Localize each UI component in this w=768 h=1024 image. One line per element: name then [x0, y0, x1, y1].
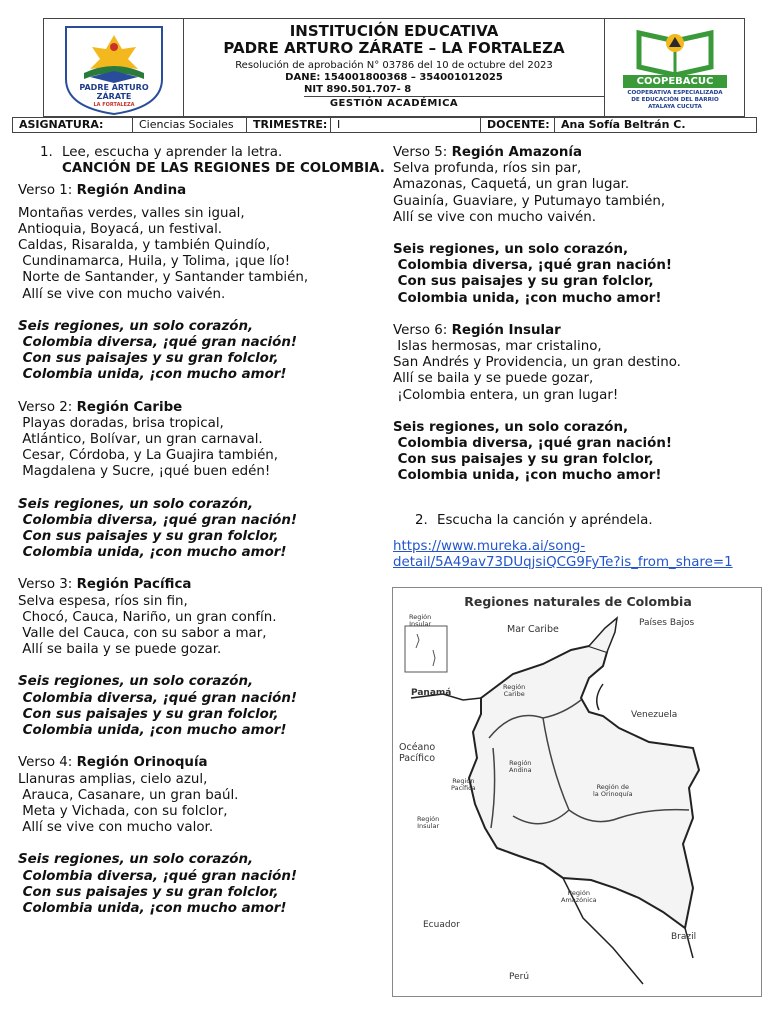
coop-sub-2: DE EDUCACIÓN DEL BARRIO	[631, 97, 719, 103]
song-link-line-2[interactable]: detail/5A49av73DUqjsiQCG9FyTe?is_from_share=1	[393, 555, 733, 571]
verse-3-line: Valle del Cauca, con su sabor a mar,	[18, 626, 267, 642]
instruction-2-text: Escucha la canción y apréndela.	[437, 512, 653, 528]
map-label-peru: Perú	[509, 972, 530, 982]
verse-3-line: Chocó, Cauca, Nariño, un gran confín.	[18, 609, 277, 625]
institution-subtitle: PADRE ARTURO ZÁRATE – LA FORTALEZA	[223, 39, 565, 57]
chorus-line: Con sus paisajes y su gran folclor,	[18, 706, 279, 722]
verse-2-line: Playas doradas, brisa tropical,	[18, 415, 224, 431]
map-label: Pacífico	[399, 753, 436, 764]
verse-3-line: Allí se baila y se puede gozar.	[18, 642, 222, 658]
map-label: Pacífica	[451, 784, 476, 792]
chorus-line: Con sus paisajes y su gran folclor,	[18, 884, 279, 900]
coop-sub-1: COOPERATIVA ESPECIALIZADA	[627, 90, 723, 96]
verse-2-line: Magdalena y Sucre, ¡qué buen edén!	[18, 464, 271, 480]
chorus-line: Seis regiones, un solo corazón,	[18, 496, 254, 512]
coop-name: COOPEBACUC	[636, 76, 714, 87]
map-label: Región	[409, 613, 432, 621]
map-label-brazil: Brazil	[671, 932, 697, 942]
instruction-1	[18, 145, 390, 161]
verse-1-line: Allí se vive con mucho vaivén.	[18, 286, 226, 302]
instruction-1-text: Lee, escucha y aprender la letra.	[62, 145, 283, 160]
verse-6-line: Allí se baila y se puede gozar,	[393, 371, 594, 387]
verse-4-line: Allí se vive con mucho valor.	[18, 820, 214, 836]
verse-5-heading	[393, 145, 763, 161]
map-label: Región	[452, 777, 475, 785]
verse-6-line: Islas hermosas, mar cristalino,	[393, 339, 602, 355]
chorus-line: Colombia unida, ¡con mucho amor!	[18, 367, 287, 383]
subject-value: Ciencias Sociales	[133, 118, 247, 132]
school-logo-text-1: PADRE ARTURO	[79, 83, 149, 92]
school-logo-text-2: ZÁRATE	[96, 92, 132, 101]
verse-2-label: Verso 2:	[18, 399, 77, 415]
chorus-line: Con sus paisajes y su gran folclor,	[393, 274, 654, 290]
verse-2-line: Atlántico, Bolívar, un gran carnaval.	[18, 432, 263, 448]
school-logo	[44, 19, 184, 116]
chorus-line: Colombia diversa, ¡qué gran nación!	[18, 868, 297, 884]
right-column	[393, 145, 763, 571]
map-label: Región	[509, 759, 532, 767]
map-label-venezuela: Venezuela	[631, 710, 678, 720]
chorus-line: Seis regiones, un solo corazón,	[18, 674, 254, 690]
chorus-line: Seis regiones, un solo corazón,	[393, 242, 629, 258]
school-logo-text-3: LA FORTALEZA	[93, 102, 135, 108]
verse-1-heading	[18, 183, 390, 199]
verse-6-heading	[393, 323, 763, 339]
verse-4-line: Arauca, Casanare, un gran baúl.	[18, 787, 239, 803]
chorus-line: Colombia unida, ¡con mucho amor!	[18, 545, 287, 561]
chorus-line: Colombia unida, ¡con mucho amor!	[393, 468, 662, 484]
map-label: Caribe	[503, 690, 525, 698]
verse-5-line: Guainía, Guaviare, y Putumayo también,	[393, 193, 666, 209]
coop-logo	[604, 19, 744, 116]
chorus-block	[18, 497, 390, 562]
verse-4-label: Verso 4:	[18, 755, 77, 771]
map-label-ecuador: Ecuador	[423, 920, 460, 930]
chorus-line: Colombia unida, ¡con mucho amor!	[18, 723, 287, 739]
resolution-text: Resolución de aprobación N° 03786 del 10 de octubre del 2023	[235, 60, 553, 71]
verse-5-line: Allí se vive con mucho vaivén.	[393, 209, 596, 225]
subject-label: ASIGNATURA:	[13, 118, 133, 132]
chorus-line: Seis regiones, un solo corazón,	[393, 419, 629, 435]
map-label-panama: Panamá	[411, 688, 452, 698]
verse-4-line: Meta y Vichada, con su folclor,	[18, 803, 228, 819]
chorus-line: Seis regiones, un solo corazón,	[18, 318, 254, 334]
song-link-line-1[interactable]: https://www.mureka.ai/song-	[393, 538, 586, 554]
chorus-line: Colombia unida, ¡con mucho amor!	[393, 290, 662, 306]
chorus-line: Colombia diversa, ¡qué gran nación!	[393, 436, 672, 452]
verse-5-line: Selva profunda, ríos sin par,	[393, 161, 582, 177]
verse-6-line: ¡Colombia entera, un gran lugar!	[393, 387, 619, 403]
colombia-map-drawing	[393, 588, 763, 998]
map-label: Región	[503, 683, 526, 691]
teacher-label: DOCENTE:	[481, 118, 555, 132]
verse-4-heading	[18, 755, 390, 771]
verse-1-line: Montañas verdes, valles sin igual,	[18, 205, 245, 221]
verse-1-line: Caldas, Risaralda, y también Quindío,	[18, 238, 271, 254]
map-label: Región de	[596, 783, 630, 791]
header-center	[184, 19, 604, 116]
chorus-line: Seis regiones, un solo corazón,	[18, 852, 254, 868]
map-label: Insular	[417, 822, 440, 830]
left-column	[18, 145, 390, 917]
map-label-paises-bajos: Países Bajos	[639, 618, 695, 628]
nit-text: NIT 890.501.707- 8	[304, 84, 604, 97]
map-title: Regiones naturales de Colombia	[464, 594, 692, 609]
song-title: CANCIÓN DE LAS REGIONES DE COLOMBIA.	[62, 161, 385, 177]
teacher-value: Ana Sofía Beltrán C.	[561, 118, 686, 131]
verse-5-region: Región Amazonía	[451, 145, 583, 160]
instruction-2	[393, 513, 763, 529]
verse-1-label: Verso 1:	[18, 183, 77, 199]
verse-1-region: Región Andina	[76, 183, 187, 199]
document-header	[43, 18, 745, 117]
verse-3-region: Región Pacífica	[76, 577, 192, 593]
verse-1-line: Cundinamarca, Huila, y Tolima, ¡que lío!	[18, 254, 291, 270]
verse-2-line: Cesar, Córdoba, y La Guajira también,	[18, 448, 279, 464]
verse-6-label: Verso 6:	[393, 322, 452, 338]
chorus-line: Colombia unida, ¡con mucho amor!	[18, 900, 287, 916]
verse-2-region: Región Caribe	[76, 399, 183, 415]
map-label: Andina	[509, 766, 532, 774]
chorus-block	[393, 242, 763, 307]
verse-3-label: Verso 3:	[18, 577, 77, 593]
chorus-line: Colombia diversa, ¡qué gran nación!	[18, 512, 297, 528]
map-label-mar-caribe: Mar Caribe	[507, 624, 559, 635]
verse-4-region: Región Orinoquía	[76, 755, 208, 771]
term-value: I	[331, 118, 481, 132]
chorus-block	[18, 674, 390, 739]
coop-sub-3: ATALAYA CUCUTA	[648, 104, 702, 110]
chorus-block	[18, 852, 390, 917]
verse-5-label: Verso 5:	[393, 145, 452, 160]
area-text: GESTIÓN ACADÉMICA	[329, 98, 459, 109]
verse-2-heading	[18, 400, 390, 416]
chorus-line: Colombia diversa, ¡qué gran nación!	[18, 335, 297, 351]
verse-5-line: Amazonas, Caquetá, un gran lugar.	[393, 177, 630, 193]
chorus-line: Colombia diversa, ¡qué gran nación!	[18, 690, 297, 706]
term-label: TRIMESTRE:	[247, 118, 331, 132]
subject-info-row	[12, 117, 757, 133]
chorus-block	[393, 420, 763, 485]
map-label: Región	[567, 889, 590, 897]
verse-3-line: Selva espesa, ríos sin fin,	[18, 593, 188, 609]
chorus-line: Con sus paisajes y su gran folclor,	[18, 351, 279, 367]
verse-1-line: Norte de Santander, y Santander también,	[18, 270, 309, 286]
verse-4-line: Llanuras amplias, cielo azul,	[18, 771, 208, 787]
verse-6-region: Región Insular	[451, 322, 561, 338]
map-label: Amazónica	[561, 896, 597, 904]
map-label: la Orinoquía	[593, 790, 633, 798]
chorus-line: Con sus paisajes y su gran folclor,	[18, 529, 279, 545]
map-label: Océano	[399, 742, 436, 753]
institution-title: INSTITUCIÓN EDUCATIVA	[289, 22, 499, 40]
verse-1-line: Antioquia, Boyacá, un festival.	[18, 221, 223, 237]
chorus-line: Colombia diversa, ¡qué gran nación!	[393, 258, 672, 274]
verse-3-heading	[18, 577, 390, 593]
verse-6-line: San Andrés y Providencia, un gran destino.	[393, 355, 681, 371]
map-label: Región	[417, 815, 440, 823]
colombia-regions-map	[392, 587, 762, 997]
chorus-line: Con sus paisajes y su gran folclor,	[393, 452, 654, 468]
chorus-block	[18, 319, 390, 384]
instruction-2-number: 2.	[415, 512, 428, 528]
dane-text: DANE: 154001800368 – 354001012025	[285, 72, 503, 83]
map-label: Insular	[409, 620, 432, 628]
instruction-1-number: 1.	[40, 145, 53, 160]
